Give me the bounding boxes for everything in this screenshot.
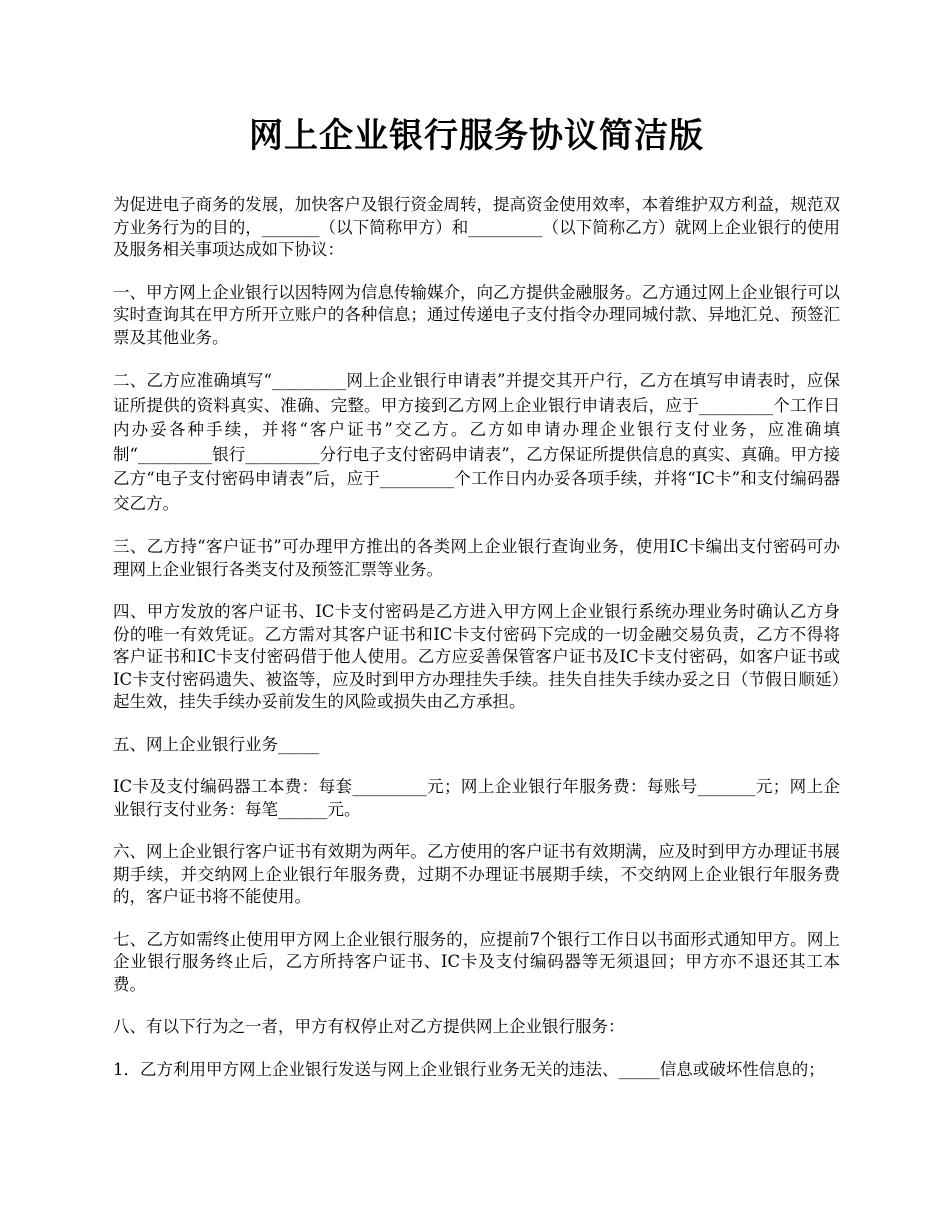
document-title: 网上企业银行服务协议简洁版: [249, 116, 704, 156]
fees-paragraph: IC卡及支付编码器工本费：每套_________元；网上企业银行年服务费：每账号_______元；网上企业银行支付业务：每笔______元。: [113, 777, 840, 819]
clause-3-paragraph: 三、乙方持“客户证书”可办理甲方推出的各类网上企业银行查询业务，使用IC卡编出支付密码可办理网上企业银行各类支付及预签汇票等业务。: [113, 537, 840, 579]
document-page: [113, 112, 840, 1101]
clause-5-paragraph: 五、网上企业银行业务_____: [113, 734, 320, 754]
clause-4-paragraph: 四、甲方发放的客户证书、IC卡支付密码是乙方进入甲方网上企业银行系统办理业务时确认乙方身份的唯一有效凭证。乙方需对其客户证书和IC卡支付密码下完成的一切金融交易负责，乙方不得将客户证书和IC卡支付密码借于他人使用。乙方应妥善保管客户证书及IC卡支付密码，如客户证书或IC卡支付密码遗失、被盗等，应及时到甲方办理挂失手续。挂失自挂失手续办妥之日（节假日顺延）起生效，挂失手续办妥前发生的风险或损失由乙方承担。: [113, 602, 840, 711]
clause-8-paragraph: 八、有以下行为之一者，甲方有权停止对乙方提供网上企业银行服务：: [113, 1017, 625, 1036]
clause-2-paragraph: 二、乙方应准确填写“_________网上企业银行申请表”并提交其开户行，乙方在填写申请表时，应保证所提供的资料真实、准确、完整。甲方接到乙方网上企业银行申请表后，应于_________个工作日内办妥各种手续，并将“客户证书”交乙方。乙方如申请办理企业银行支付业务，应准确填制“_________银行_________分行电子支付密码申请表”，乙方保证所提供信息的真实、真确。甲方接乙方“电子支付密码申请表”后，应于_________个工作日内办妥各项手续，并将“IC卡”和支付编码器交乙方。: [113, 371, 840, 513]
preamble-paragraph: 为促进电子商务的发展，加快客户及银行资金周转，提高资金使用效率，本着维护双方利益，规范双方业务行为的目的，_______（以下简称甲方）和_________（以下简称乙方）就网上企业银行的使用及服务相关事项达成如下协议：: [113, 195, 840, 259]
clause-6-paragraph: 六、网上企业银行客户证书有效期为两年。乙方使用的客户证书有效期满，应及时到甲方办理证书展期手续，并交纳网上企业银行年服务费，过期不办理证书展期手续，不交纳网上企业银行年服务费的，客户证书将不能使用。: [113, 842, 840, 906]
clause-1-paragraph: 一、甲方网上企业银行以因特网为信息传输媒介，向乙方提供金融服务。乙方通过网上企业银行可以实时查询其在甲方所开立账户的各种信息；通过传递电子支付指令办理同城付款、异地汇兑、预签汇票及其他业务。: [113, 282, 840, 347]
clause-8-item-1-paragraph: 1．乙方利用甲方网上企业银行发送与网上企业银行业务无关的违法、_____信息或破坏性信息的；: [113, 1059, 825, 1079]
clause-7-paragraph: 七、乙方如需终止使用甲方网上企业银行服务的，应提前7个银行工作日以书面形式通知甲方。网上企业银行服务终止后，乙方所持客户证书、IC卡及支付编码器等无须退回；甲方亦不退还其工本费。: [113, 929, 840, 994]
